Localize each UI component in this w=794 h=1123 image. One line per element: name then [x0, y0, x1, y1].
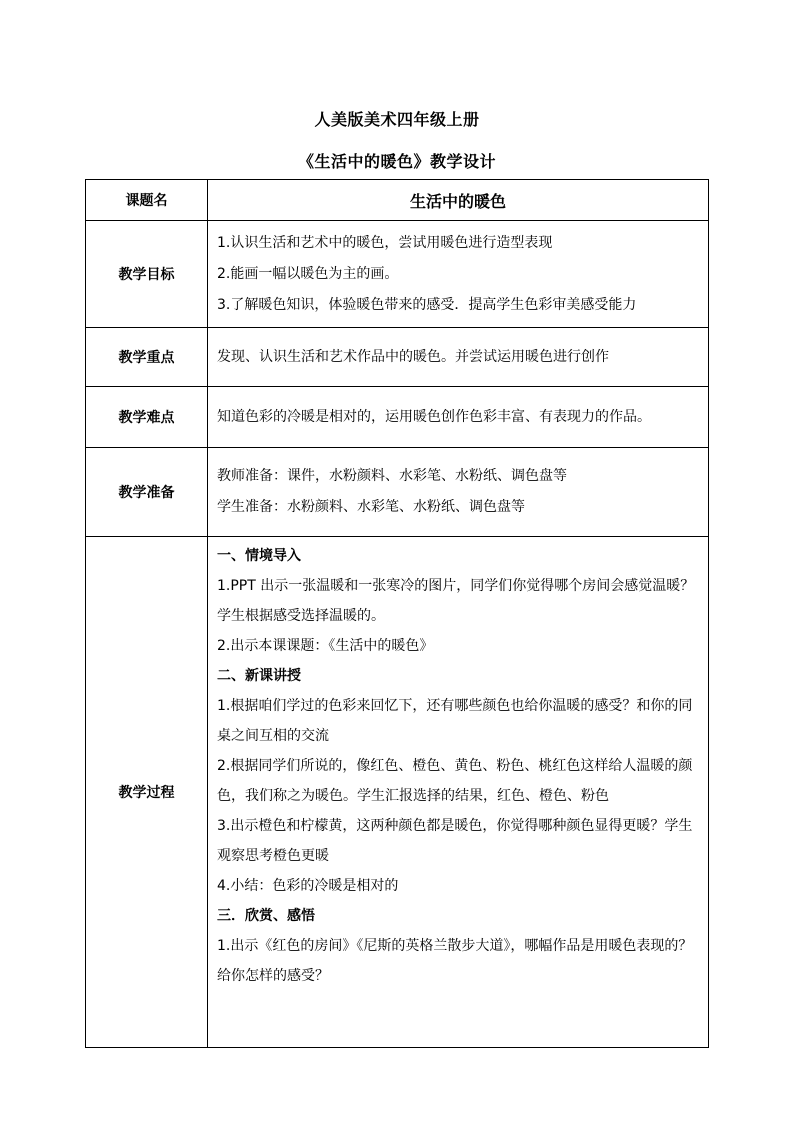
- process-content: [208, 537, 709, 1048]
- goal-item: 3.了解暖色知识，体验暖色带来的感受．提高学生色彩审美感受能力: [217, 296, 637, 313]
- process-item: 1.出示《红色的房间》《尼斯的英格兰散步大道》，哪幅作品是用暖色表现的？给你怎样的感受？: [217, 938, 693, 984]
- process-item: 2.出示本课课题：《生活中的暖色》: [217, 638, 434, 654]
- preparation-content: [208, 448, 709, 537]
- lesson-plan-table: [85, 179, 709, 1048]
- table-row-topic: [86, 180, 709, 221]
- section-heading: 三．欣赏、感悟: [217, 908, 315, 924]
- table-row-preparation: [86, 448, 709, 537]
- process-label: 教学过程: [86, 537, 208, 1048]
- goals-label: 教学目标: [86, 221, 208, 328]
- table-row-process: [86, 537, 709, 1048]
- document-title: 人美版美术四年级上册: [314, 110, 480, 129]
- difficulties-text: 知道色彩的冷暖是相对的，运用暖色创作色彩丰富、有表现力的作品。: [217, 408, 651, 425]
- table-row-key-points: [86, 328, 709, 387]
- preparation-item: 教师准备：课件，水粉颜料、水彩笔、水粉纸、调色盘等: [217, 468, 567, 484]
- section-heading: 二、新课讲授: [217, 668, 301, 684]
- preparation-label: 教学准备: [86, 448, 208, 537]
- table-row-goals: [86, 221, 709, 328]
- section-heading: 一、情境导入: [217, 548, 301, 564]
- process-item: 1.根据咱们学过的色彩来回忆下，还有哪些颜色也给你温暖的感受？和你的同桌之间互相的交流: [217, 698, 693, 744]
- key-points-label: 教学重点: [86, 328, 208, 387]
- process-item: 3.出示橙色和柠檬黄，这两种颜色都是暖色，你觉得哪种颜色显得更暖？学生观察思考橙色更暖: [217, 818, 693, 864]
- key-points-text: 发现、认识生活和艺术作品中的暖色。并尝试运用暖色进行创作: [217, 348, 609, 365]
- preparation-item: 学生准备：水粉颜料、水彩笔、水粉纸、调色盘等: [217, 499, 525, 515]
- difficulties-content: [208, 387, 709, 448]
- topic-label: 课题名: [86, 180, 208, 221]
- goal-item: 1.认识生活和艺术中的暖色，尝试用暖色进行造型表现: [217, 234, 553, 251]
- process-item: 2.根据同学们所说的，像红色、橙色、黄色、粉色、桃红色这样给人温暖的颜色，我们称之为暖色。学生汇报选择的结果，红色、橙色、粉色: [217, 758, 693, 804]
- key-points-content: [208, 328, 709, 387]
- goal-item: 2.能画一幅以暖色为主的画。: [217, 265, 399, 282]
- topic-value: 生活中的暖色: [208, 180, 709, 221]
- goals-content: [208, 221, 709, 328]
- difficulties-label: 教学难点: [86, 387, 208, 448]
- process-item: 1.PPT 出示一张温暖和一张寒冷的图片，同学们你觉得哪个房间会感觉温暖？学生根据感受选择温暖的。: [217, 578, 695, 624]
- table-row-difficulties: [86, 387, 709, 448]
- document-subtitle: 《生活中的暖色》教学设计: [297, 152, 496, 171]
- process-item: 4.小结：色彩的冷暖是相对的: [217, 878, 399, 894]
